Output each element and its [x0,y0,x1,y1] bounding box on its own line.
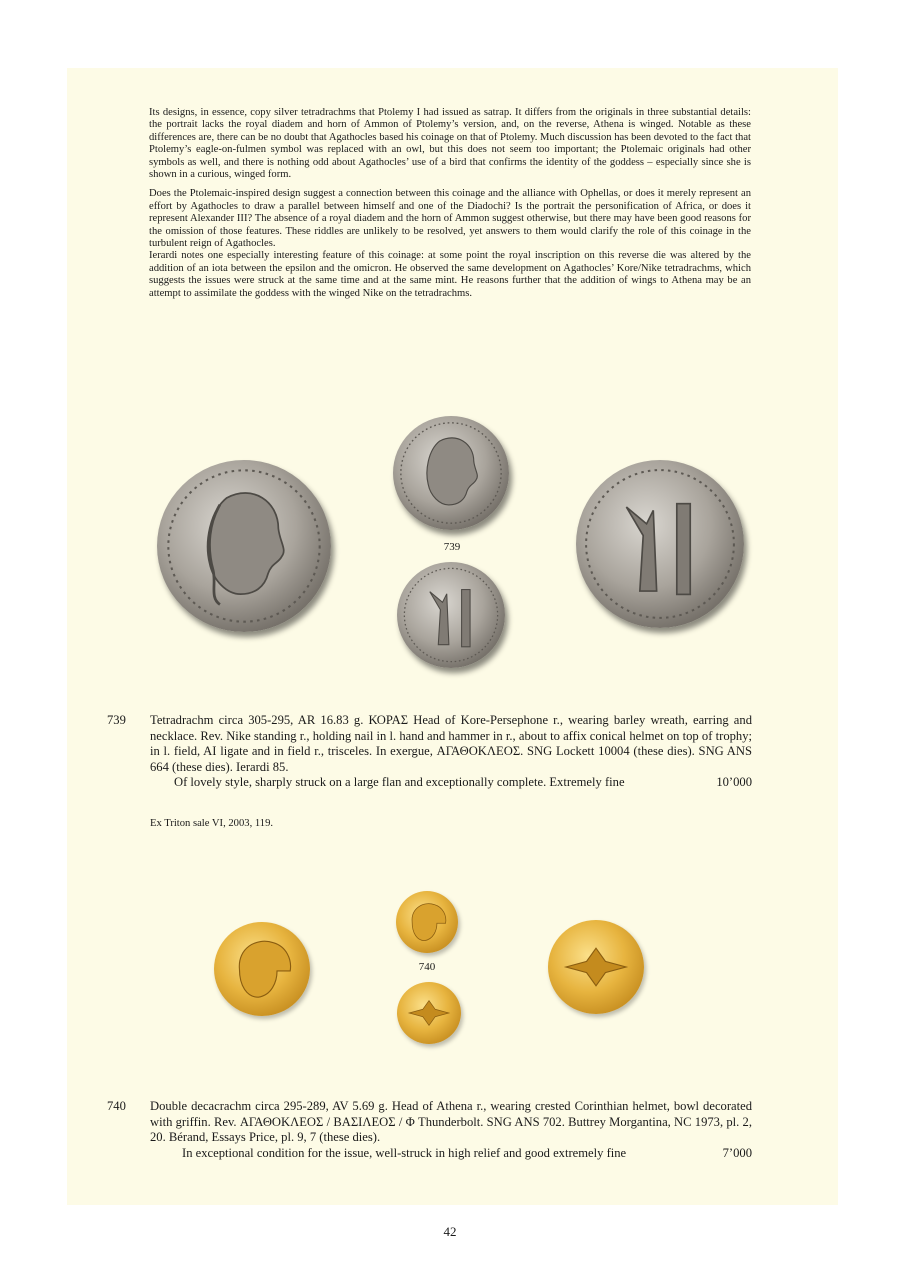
coin-740-label: 740 [418,961,436,973]
lot-number: 740 [107,1099,126,1113]
coin-739-obverse-small [393,416,509,530]
coin-740-obverse-small [396,891,458,953]
nike-trophy-icon [576,460,744,628]
lot-condition [174,775,752,791]
intro-text [149,107,751,307]
coin-740-reverse-large [548,920,644,1014]
athena-helmet-icon [396,891,458,953]
thunderbolt-icon [548,920,644,1014]
coin-739-label: 739 [443,541,461,553]
page-number: 42 [443,1224,457,1239]
lot-condition [182,1146,752,1162]
lot-description: Double decacrachm circa 295-289, AV 5.69 g. Head of Athena r., wearing crested Corinthian helmet, bowl decorated with griffin. Rev. ΑΓΑΘΟΚΛΕΟΣ / ΒΑΣΙΛΕΟΣ / Φ Thunderbolt. SNG ANS 702. Buttrey Morgantina, NC 1973, pl. 2, 20. Bérand, Essays Price, pl. 9, 7 (these dies). [150,1099,752,1145]
coin-739-obverse-large [157,460,331,632]
lot-740-entry [107,1099,752,1161]
kore-head-icon [157,460,331,632]
lot-739-provenance: Ex Triton sale VI, 2003, 119. [150,818,274,829]
estimate-price: 7’000 [722,1145,752,1160]
condition-text: Of lovely style, sharply struck on a large flan and exceptionally complete. Extremely fine [174,775,625,790]
estimate-price: 10’000 [716,775,752,790]
coin-740-obverse-large [214,922,310,1016]
thunderbolt-icon [397,982,461,1044]
lot-739-entry [107,713,752,791]
coin-739-reverse-small [397,562,505,668]
intro-paragraph-3: Ierardi notes one especially interesting feature of this coinage: at some point the royal inscription on this reverse die was altered by the addition of an iota between the epsilon and the omicron. He observed the same development on Agathocles’ Kore/Nike tetradrachms, which suggests the issues were struck at the same time and at the same mint. He reasons further that the addition of wings to Athena may be an attempt to assimilate the goddess with the winged Nike on the tetradrachms. [149,250,751,299]
condition-text: In exceptional condition for the issue, well-struck in high relief and good extremely fine [182,1145,627,1160]
lot-description: Tetradrachm circa 305-295, AR 16.83 g. ΚΟΡΑΣ Head of Kore-Persephone r., wearing barley wreath, earring and necklace. Rev. Nike standing r., holding nail in l. hand and hammer in r., about to affix conical helmet on top of trophy; in l. field, AI ligate and in field r., trisceles. In exergue, ΑΓΑΘΟΚΛΕΟΣ. SNG Lockett 10004 (these dies). SNG ANS 664 (these dies). Ierardi 85. [150,713,752,774]
coin-739-reverse-large [576,460,744,628]
lot-number: 739 [107,713,126,727]
coin-740-reverse-small [397,982,461,1044]
kore-head-icon [393,416,509,530]
athena-helmet-icon [214,922,310,1016]
nike-trophy-icon [397,562,505,668]
intro-paragraph-1: Its designs, in essence, copy silver tetradrachms that Ptolemy I had issued as satrap. It differs from the originals in three substantial details: the portrait lacks the royal diadem and horn of Ammon of Ptolemy’s version, and, on the reverse, Athena is winged. Notable as these differences are, there can be no doubt that Agathocles based his coinage on that of Ptolemy. Much discussion has been devoted to the fact that Ptolemy’s eagle-on-fulmen symbol was replaced with an owl, but this does not seem too important; the Ptolemaic originals had other symbols as well, and there is nothing odd about Agathocles’ use of a bird that confirms the identity of the goddess – especially since she is shown in a curious, winged form. [149,107,751,181]
intro-paragraph-2: Does the Ptolemaic-inspired design suggest a connection between this coinage and the alliance with Ophellas, or does it merely represent an effort by Agathocles to draw a parallel between himself and one of the Diadochi? Is the portrait the personification of Africa, or does it represent Alexander III? The absence of a royal diadem and the horn of Ammon suggest otherwise, but there may have been good reasons for the omission of those features. These riddles are unlikely to be resolved, yet answers to them would clarify the role of this coinage in the turbulent reign of Agathocles. [149,188,751,250]
